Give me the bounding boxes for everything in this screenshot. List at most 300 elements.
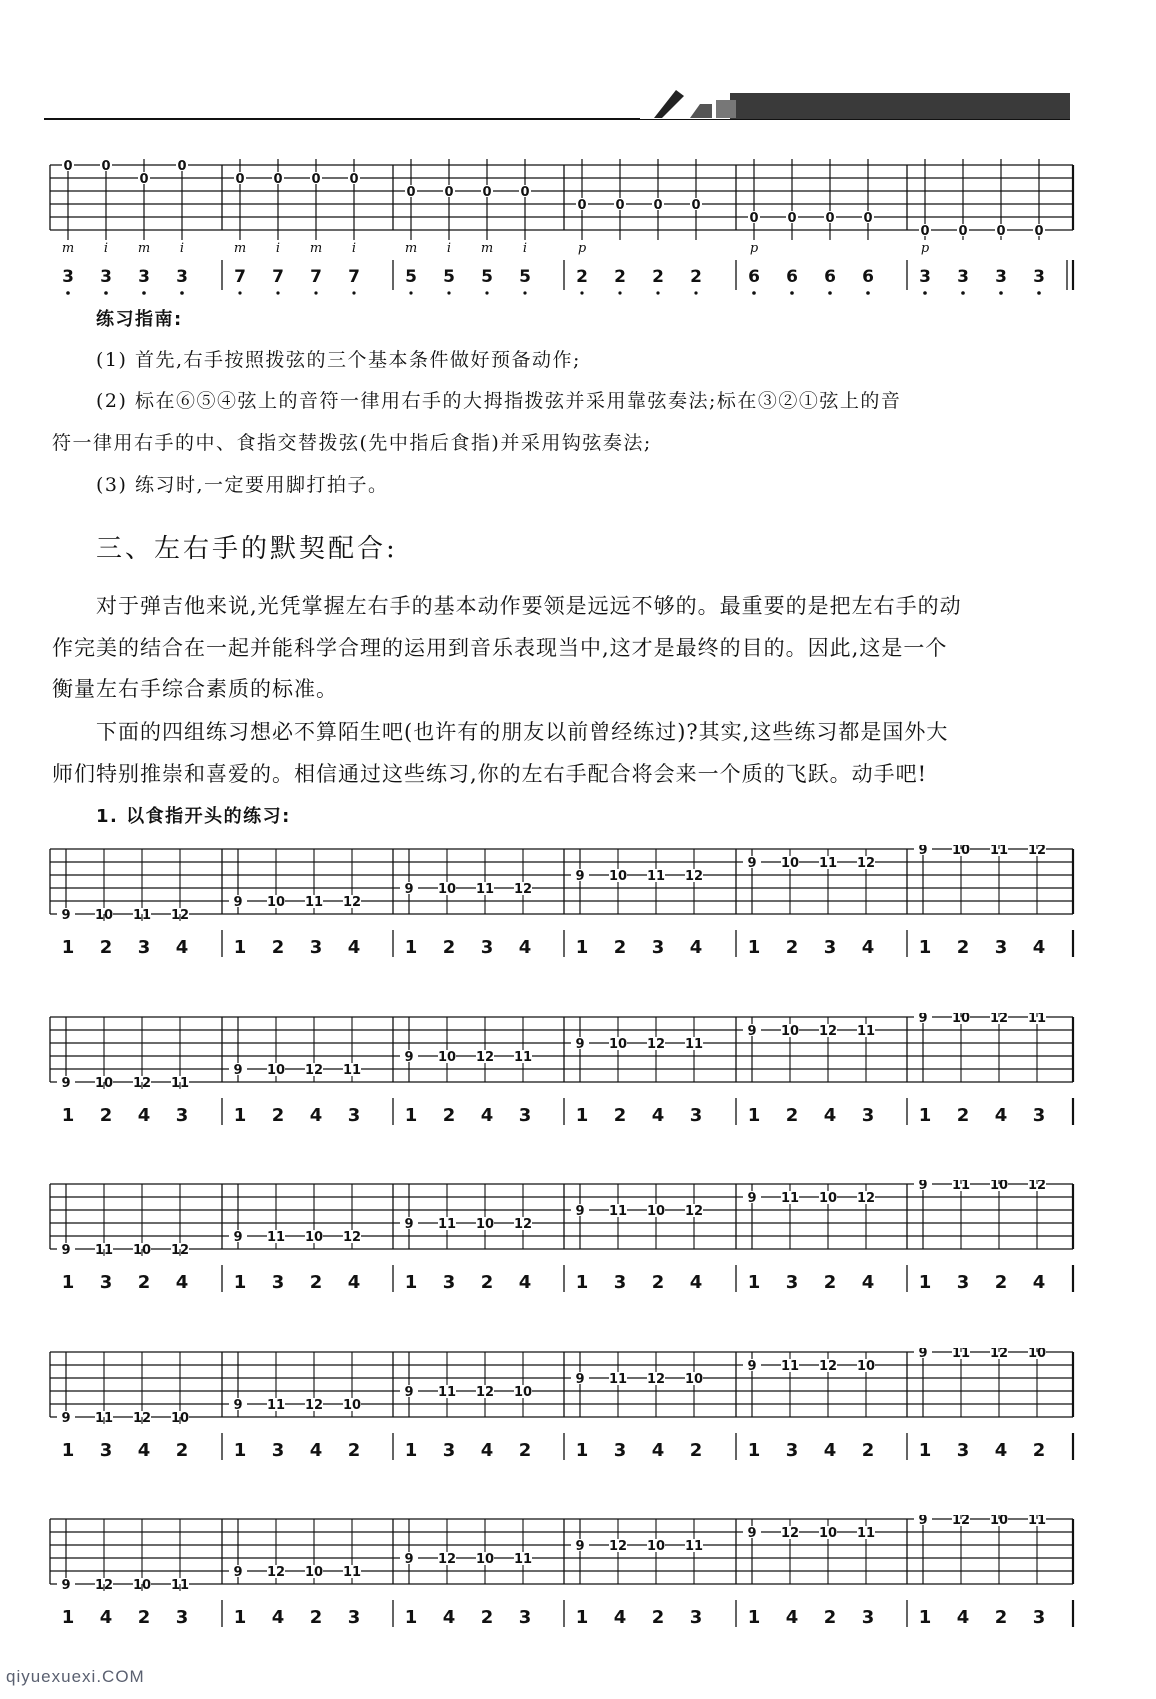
fret-number: 0	[273, 172, 283, 187]
para-1-line-2: 作完美的结合在一起并能科学合理的运用到音乐表现当中,这才是最终的目的。因此,这是一个	[52, 636, 948, 660]
left-hand-finger: 1	[918, 1272, 932, 1293]
fret-number: 0	[749, 211, 759, 226]
string-number: 2	[652, 267, 664, 287]
fret-number: 0	[349, 172, 359, 187]
left-hand-finger: 4	[175, 937, 189, 958]
left-hand-finger: 2	[442, 1105, 456, 1126]
fret-number: 10	[951, 1013, 971, 1026]
fret-number: 10	[780, 856, 800, 871]
left-hand-finger: 4	[994, 1440, 1008, 1461]
left-hand-finger: 2	[1032, 1440, 1046, 1461]
fret-number: 12	[304, 1398, 324, 1413]
left-hand-finger: 2	[861, 1440, 875, 1461]
left-hand-finger: 1	[918, 937, 932, 958]
left-hand-finger: 3	[518, 1607, 532, 1628]
fret-number: 12	[818, 1359, 838, 1374]
octave-dot	[314, 291, 317, 294]
left-hand-finger: 4	[137, 1440, 151, 1461]
fret-number: 11	[437, 1385, 457, 1400]
right-hand-finger: i	[351, 241, 357, 256]
fret-number: 12	[608, 1539, 628, 1554]
fret-number: 9	[61, 908, 71, 923]
fret-number: 11	[818, 856, 838, 871]
octave-dot	[618, 291, 621, 294]
octave-dot	[961, 291, 965, 295]
left-hand-finger: 3	[442, 1272, 456, 1293]
string-number: 7	[234, 267, 246, 287]
string-number: 2	[614, 267, 626, 287]
left-hand-finger: 1	[575, 1607, 589, 1628]
fret-number: 10	[684, 1372, 704, 1387]
fret-number: 11	[608, 1204, 628, 1219]
fret-number: 10	[513, 1385, 533, 1400]
string-number: 7	[310, 267, 322, 287]
left-hand-finger: 1	[61, 1105, 75, 1126]
left-hand-finger: 3	[99, 1440, 113, 1461]
guide-title: 练习指南:	[96, 309, 183, 330]
fret-number: 10	[94, 1076, 114, 1091]
right-hand-finger: i	[275, 241, 281, 256]
string-number: 3	[1033, 267, 1045, 287]
fret-number: 12	[1027, 1180, 1047, 1193]
left-hand-finger: 1	[575, 1440, 589, 1461]
left-hand-finger: 3	[823, 937, 837, 958]
left-hand-finger: 2	[99, 1105, 113, 1126]
left-hand-finger: 4	[175, 1272, 189, 1293]
fret-number: 9	[233, 1398, 243, 1413]
left-hand-finger: 3	[1032, 1105, 1046, 1126]
fret-number: 0	[958, 224, 968, 239]
fret-number: 12	[513, 882, 533, 897]
octave-dot	[180, 291, 184, 295]
left-hand-finger: 3	[613, 1440, 627, 1461]
string-number: 2	[576, 267, 588, 287]
fret-number: 10	[437, 882, 457, 897]
octave-dot	[276, 291, 279, 294]
fret-number: 10	[132, 1243, 152, 1258]
left-hand-finger: 1	[918, 1440, 932, 1461]
left-hand-finger: 4	[518, 937, 532, 958]
left-hand-finger: 2	[689, 1440, 703, 1461]
left-hand-finger: 4	[1032, 937, 1046, 958]
left-hand-finger: 4	[994, 1105, 1008, 1126]
fret-number: 9	[61, 1076, 71, 1091]
fret-number: 0	[235, 172, 245, 187]
fret-number: 12	[304, 1063, 324, 1078]
right-hand-finger: m	[309, 241, 323, 256]
left-hand-finger: 1	[404, 1105, 418, 1126]
fret-number: 11	[951, 1348, 971, 1361]
fret-number: 12	[437, 1552, 457, 1567]
fret-number: 9	[233, 1230, 243, 1245]
fret-number: 0	[482, 185, 492, 200]
fret-number: 12	[170, 908, 190, 923]
left-hand-finger: 3	[689, 1607, 703, 1628]
fret-number: 12	[475, 1050, 495, 1065]
octave-dot	[694, 291, 697, 294]
fret-number: 11	[266, 1398, 286, 1413]
left-hand-finger: 1	[61, 937, 75, 958]
string-number: 3	[919, 267, 931, 287]
section-heading: 三、左右手的默契配合:	[96, 534, 398, 564]
left-hand-finger: 4	[480, 1105, 494, 1126]
left-hand-finger: 1	[575, 937, 589, 958]
string-number: 3	[100, 267, 112, 287]
left-hand-finger: 4	[518, 1272, 532, 1293]
left-hand-finger: 1	[918, 1105, 932, 1126]
fret-number: 12	[684, 1204, 704, 1219]
left-hand-finger: 3	[956, 1272, 970, 1293]
fret-number: 12	[1027, 845, 1047, 858]
fret-number: 11	[437, 1217, 457, 1232]
fret-number: 11	[684, 1539, 704, 1554]
left-hand-finger: 4	[309, 1105, 323, 1126]
header-banner	[0, 0, 1156, 140]
left-hand-finger: 4	[99, 1607, 113, 1628]
fret-number: 10	[132, 1578, 152, 1593]
right-hand-finger: p	[749, 241, 759, 256]
guide-item-2-line-2: 符一律用右手的中、食指交替拨弦(先中指后食指)并采用钩弦奏法;	[52, 432, 652, 454]
fret-number: 10	[94, 908, 114, 923]
fret-number: 9	[404, 882, 414, 897]
left-hand-finger: 1	[233, 1440, 247, 1461]
fret-number: 9	[404, 1552, 414, 1567]
left-hand-finger: 1	[747, 937, 761, 958]
fret-number: 12	[989, 1348, 1009, 1361]
fret-number: 10	[1027, 1348, 1047, 1361]
octave-dot	[790, 291, 794, 295]
fret-number: 12	[856, 856, 876, 871]
fret-number: 12	[266, 1565, 286, 1580]
left-hand-finger: 1	[747, 1607, 761, 1628]
para-1-line-1: 对于弹吉他来说,光凭掌握左右手的基本动作要领是远远不够的。最重要的是把左右手的动	[96, 594, 962, 618]
left-hand-finger: 4	[309, 1440, 323, 1461]
fret-number: 11	[951, 1180, 971, 1193]
fret-number: 9	[575, 869, 585, 884]
fret-number: 10	[266, 895, 286, 910]
octave-dot	[999, 291, 1003, 295]
left-hand-finger: 4	[689, 1272, 703, 1293]
fret-number: 0	[1034, 224, 1044, 239]
fret-number: 10	[646, 1204, 666, 1219]
para-2-line-1: 下面的四组练习想必不算陌生吧(也许有的朋友以前曾经练过)?其实,这些练习都是国外大	[96, 720, 949, 744]
left-hand-finger: 4	[651, 1440, 665, 1461]
fret-number: 12	[132, 1411, 152, 1426]
left-hand-finger: 2	[137, 1272, 151, 1293]
right-hand-finger: p	[920, 241, 930, 256]
left-hand-finger: 4	[480, 1440, 494, 1461]
right-hand-finger: i	[522, 241, 528, 256]
fret-number: 9	[918, 1180, 928, 1193]
fret-number: 9	[575, 1372, 585, 1387]
fret-number: 10	[780, 1024, 800, 1039]
left-hand-finger: 3	[689, 1105, 703, 1126]
left-hand-finger: 2	[271, 937, 285, 958]
fret-number: 12	[818, 1024, 838, 1039]
right-hand-finger: m	[137, 241, 151, 256]
left-hand-finger: 1	[575, 1105, 589, 1126]
left-hand-finger: 2	[823, 1272, 837, 1293]
exercise-system-5	[0, 1515, 1156, 1640]
left-hand-finger: 2	[613, 1105, 627, 1126]
fret-number: 10	[951, 845, 971, 858]
left-hand-finger: 1	[404, 1607, 418, 1628]
right-hand-finger: m	[480, 241, 494, 256]
left-hand-finger: 3	[271, 1440, 285, 1461]
left-hand-finger: 3	[309, 937, 323, 958]
fret-number: 0	[920, 224, 930, 239]
left-hand-finger: 1	[233, 1105, 247, 1126]
fret-number: 0	[139, 172, 149, 187]
guide-item-1: (1) 首先,右手按照拨弦的三个基本条件做好预备动作;	[96, 349, 581, 371]
fret-number: 11	[856, 1526, 876, 1541]
string-number: 6	[748, 267, 760, 287]
fret-number: 11	[856, 1024, 876, 1039]
string-number: 5	[443, 267, 455, 287]
fret-number: 11	[304, 895, 324, 910]
left-hand-finger: 2	[480, 1607, 494, 1628]
fret-number: 9	[404, 1385, 414, 1400]
fret-number: 11	[780, 1191, 800, 1206]
left-hand-finger: 3	[651, 937, 665, 958]
para-1-line-3: 衡量左右手综合素质的标准。	[52, 677, 338, 701]
fret-number: 9	[918, 1515, 928, 1528]
string-number: 3	[138, 267, 150, 287]
string-number: 2	[690, 267, 702, 287]
octave-dot	[752, 291, 756, 295]
fret-number: 12	[132, 1076, 152, 1091]
octave-dot	[523, 291, 526, 294]
left-hand-finger: 2	[271, 1105, 285, 1126]
fret-number: 0	[691, 198, 701, 213]
left-hand-finger: 4	[347, 937, 361, 958]
fret-number: 10	[989, 1515, 1009, 1528]
left-hand-finger: 3	[175, 1607, 189, 1628]
fret-number: 12	[342, 1230, 362, 1245]
left-hand-finger: 1	[404, 1272, 418, 1293]
left-hand-finger: 2	[347, 1440, 361, 1461]
left-hand-finger: 4	[861, 1272, 875, 1293]
left-hand-finger: 3	[1032, 1607, 1046, 1628]
left-hand-finger: 2	[175, 1440, 189, 1461]
string-number: 7	[348, 267, 360, 287]
fret-number: 12	[989, 1013, 1009, 1026]
fret-number: 9	[747, 1359, 757, 1374]
string-number: 3	[957, 267, 969, 287]
fret-number: 10	[304, 1230, 324, 1245]
left-hand-finger: 3	[613, 1272, 627, 1293]
left-hand-finger: 4	[1032, 1272, 1046, 1293]
exercise-system-2	[0, 1013, 1156, 1138]
left-hand-finger: 1	[747, 1272, 761, 1293]
octave-dot	[142, 291, 146, 295]
left-hand-finger: 4	[442, 1607, 456, 1628]
fret-number: 10	[646, 1539, 666, 1554]
fret-number: 10	[475, 1552, 495, 1567]
string-number: 3	[995, 267, 1007, 287]
string-number: 3	[62, 267, 74, 287]
left-hand-finger: 3	[347, 1607, 361, 1628]
fret-number: 10	[342, 1398, 362, 1413]
fret-number: 12	[475, 1385, 495, 1400]
intro-tab-staff	[0, 140, 1156, 300]
octave-dot	[352, 291, 355, 294]
guide-item-3: (3) 练习时,一定要用脚打拍子。	[96, 474, 389, 496]
fret-number: 10	[304, 1565, 324, 1580]
fret-number: 9	[233, 895, 243, 910]
left-hand-finger: 4	[956, 1607, 970, 1628]
left-hand-finger: 1	[747, 1105, 761, 1126]
fret-number: 10	[608, 1037, 628, 1052]
fret-number: 10	[170, 1411, 190, 1426]
left-hand-finger: 1	[61, 1440, 75, 1461]
right-hand-finger: i	[446, 241, 452, 256]
fret-number: 12	[684, 869, 704, 884]
fret-number: 0	[825, 211, 835, 226]
left-hand-finger: 2	[785, 937, 799, 958]
left-hand-finger: 3	[99, 1272, 113, 1293]
left-hand-finger: 4	[689, 937, 703, 958]
left-hand-finger: 4	[651, 1105, 665, 1126]
left-hand-finger: 3	[861, 1607, 875, 1628]
left-hand-finger: 4	[137, 1105, 151, 1126]
fret-number: 11	[1027, 1515, 1047, 1528]
left-hand-finger: 1	[918, 1607, 932, 1628]
fret-number: 11	[780, 1359, 800, 1374]
fret-number: 9	[61, 1243, 71, 1258]
left-hand-finger: 4	[823, 1105, 837, 1126]
fret-number: 0	[101, 159, 111, 174]
fret-number: 10	[437, 1050, 457, 1065]
fret-number: 9	[575, 1204, 585, 1219]
left-hand-finger: 4	[823, 1440, 837, 1461]
fret-number: 9	[61, 1411, 71, 1426]
fret-number: 0	[996, 224, 1006, 239]
left-hand-finger: 2	[613, 937, 627, 958]
string-number: 5	[519, 267, 531, 287]
octave-dot	[1037, 291, 1041, 295]
fret-number: 10	[475, 1217, 495, 1232]
left-hand-finger: 2	[823, 1607, 837, 1628]
octave-dot	[447, 291, 450, 294]
left-hand-finger: 3	[137, 937, 151, 958]
left-hand-finger: 4	[271, 1607, 285, 1628]
octave-dot	[866, 291, 870, 295]
left-hand-finger: 2	[99, 937, 113, 958]
site-watermark: qiyuexuexi.COM	[6, 1667, 145, 1686]
left-hand-finger: 3	[480, 937, 494, 958]
fret-number: 9	[61, 1578, 71, 1593]
fret-number: 9	[233, 1565, 243, 1580]
fret-number: 0	[577, 198, 587, 213]
fret-number: 9	[575, 1037, 585, 1052]
fret-number: 11	[170, 1076, 190, 1091]
left-hand-finger: 2	[956, 1105, 970, 1126]
fret-number: 11	[608, 1372, 628, 1387]
fret-number: 0	[787, 211, 797, 226]
fret-number: 11	[266, 1230, 286, 1245]
fret-number: 11	[475, 882, 495, 897]
left-hand-finger: 1	[404, 1440, 418, 1461]
para-2-line-2: 师们特别推崇和喜爱的。相信通过这些练习,你的左右手配合将会来一个质的飞跃。动手吧!	[52, 762, 928, 786]
right-hand-finger: m	[61, 241, 75, 256]
left-hand-finger: 2	[442, 937, 456, 958]
fret-number: 12	[646, 1372, 666, 1387]
left-hand-finger: 1	[61, 1607, 75, 1628]
string-number: 6	[862, 267, 874, 287]
fret-number: 0	[177, 159, 187, 174]
left-hand-finger: 3	[785, 1272, 799, 1293]
left-hand-finger: 2	[309, 1272, 323, 1293]
fret-number: 11	[646, 869, 666, 884]
fret-number: 9	[747, 1191, 757, 1206]
exercise-system-1	[0, 845, 1156, 970]
left-hand-finger: 4	[613, 1607, 627, 1628]
fret-number: 11	[132, 908, 152, 923]
string-number: 5	[481, 267, 493, 287]
fret-number: 9	[404, 1217, 414, 1232]
string-number: 6	[824, 267, 836, 287]
fret-number: 10	[989, 1180, 1009, 1193]
fret-number: 0	[615, 198, 625, 213]
fret-number: 11	[989, 845, 1009, 858]
right-hand-finger: m	[233, 241, 247, 256]
fret-number: 12	[856, 1191, 876, 1206]
fret-number: 9	[747, 1526, 757, 1541]
fret-number: 0	[311, 172, 321, 187]
fret-number: 9	[918, 1013, 928, 1026]
octave-dot	[409, 291, 412, 294]
octave-dot	[656, 291, 659, 294]
fret-number: 11	[170, 1578, 190, 1593]
fret-number: 9	[918, 845, 928, 858]
fret-number: 10	[856, 1359, 876, 1374]
fret-number: 0	[63, 159, 73, 174]
fret-number: 12	[646, 1037, 666, 1052]
left-hand-finger: 3	[347, 1105, 361, 1126]
left-hand-finger: 1	[233, 937, 247, 958]
left-hand-finger: 4	[347, 1272, 361, 1293]
fret-number: 11	[342, 1565, 362, 1580]
left-hand-finger: 2	[956, 937, 970, 958]
left-hand-finger: 1	[404, 937, 418, 958]
exercise-system-4	[0, 1348, 1156, 1473]
fret-number: 0	[863, 211, 873, 226]
guide-item-2-line-1: (2) 标在⑥⑤④弦上的音符一律用右手的大拇指拨弦并采用靠弦奏法;标在③②①弦上的音	[96, 390, 902, 412]
left-hand-finger: 2	[480, 1272, 494, 1293]
octave-dot	[923, 291, 927, 295]
fret-number: 0	[444, 185, 454, 200]
fret-number: 11	[94, 1411, 114, 1426]
octave-dot	[66, 291, 70, 295]
left-hand-finger: 1	[747, 1440, 761, 1461]
left-hand-finger: 4	[861, 937, 875, 958]
right-hand-finger: m	[404, 241, 418, 256]
fret-number: 12	[513, 1217, 533, 1232]
fret-number: 11	[513, 1050, 533, 1065]
left-hand-finger: 1	[61, 1272, 75, 1293]
right-hand-finger: p	[577, 241, 587, 256]
string-number: 3	[176, 267, 188, 287]
fret-number: 0	[653, 198, 663, 213]
fret-number: 0	[406, 185, 416, 200]
fret-number: 9	[747, 1024, 757, 1039]
left-hand-finger: 3	[271, 1272, 285, 1293]
fret-number: 11	[1027, 1013, 1047, 1026]
left-hand-finger: 2	[518, 1440, 532, 1461]
fret-number: 10	[608, 869, 628, 884]
octave-dot	[104, 291, 108, 295]
